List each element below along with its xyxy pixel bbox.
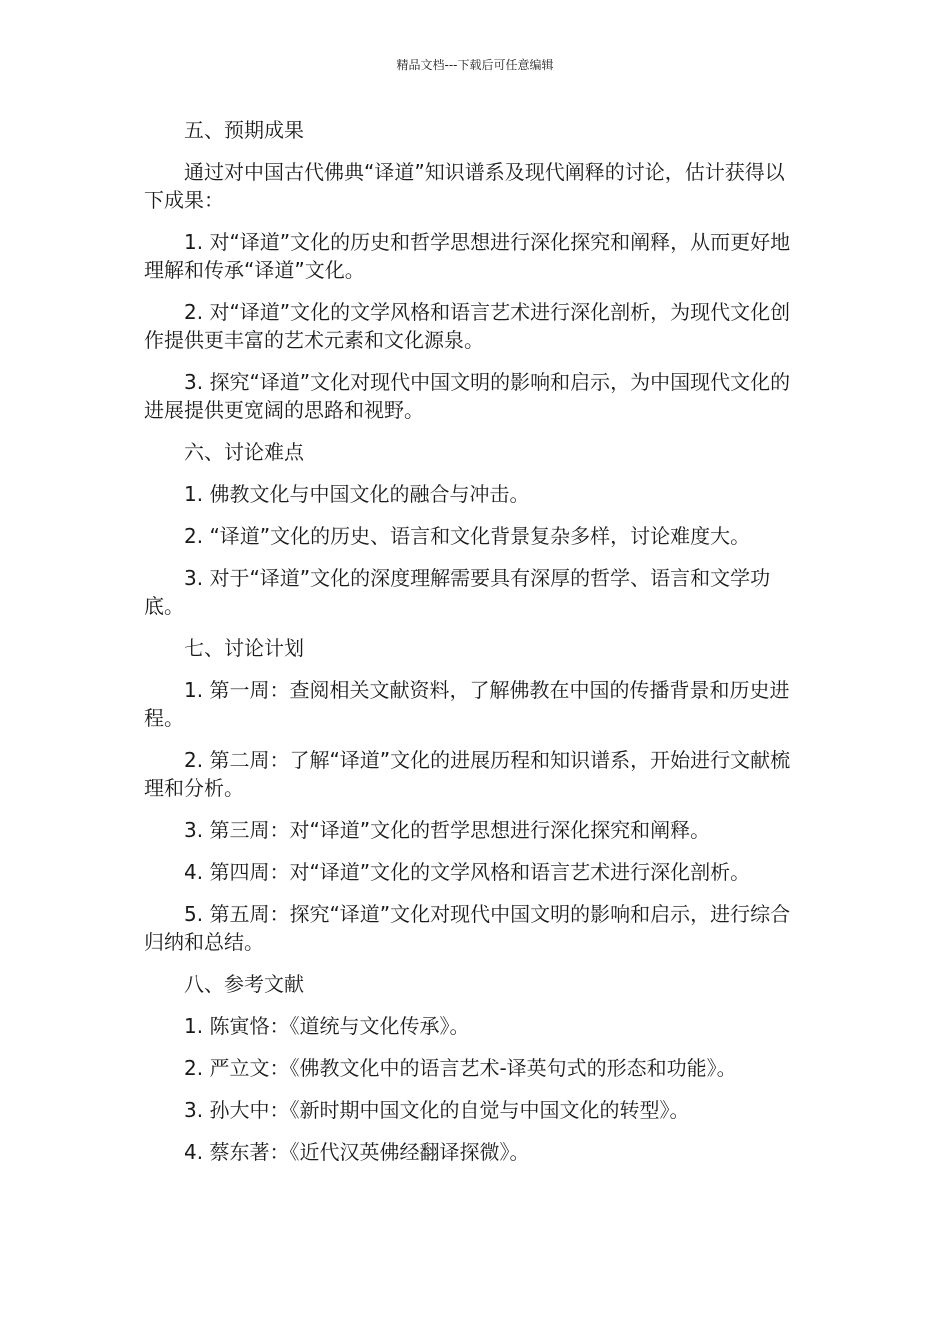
list-item: 2. “译道”文化的历史、语言和文化背景复杂多样，讨论难度大。 xyxy=(184,524,751,548)
document-body xyxy=(144,116,800,1180)
list-item: 1. 第一周：查阅相关文献资料，了解佛教在中国的传播背景和历史进程。 xyxy=(144,678,790,730)
list-item: 3. 探究“译道”文化对现代中国文明的影响和启示，为中国现代文化的进展提供更宽阔的思路和视野。 xyxy=(144,370,791,422)
reference-item: 2. 严立文：《佛教文化中的语言艺术-译英句式的形态和功能》。 xyxy=(184,1056,737,1080)
section-heading-plan: 七、讨论计划 xyxy=(184,636,304,660)
list-item: 3. 第三周：对“译道”文化的哲学思想进行深化探究和阐释。 xyxy=(184,818,711,842)
section-heading-references: 八、参考文献 xyxy=(184,972,304,996)
page-header: 精品文档---下载后可任意编辑 xyxy=(396,58,554,72)
list-item: 2. 第二周：了解“译道”文化的进展历程和知识谱系，开始进行文献梳理和分析。 xyxy=(144,748,791,800)
paragraph-intro: 通过对中国古代佛典“译道”知识谱系及现代阐释的讨论，估计获得以下成果： xyxy=(144,160,785,212)
list-item: 5. 第五周：探究“译道”文化对现代中国文明的影响和启示，进行综合归纳和总结。 xyxy=(144,902,791,954)
reference-item: 3. 孙大中：《新时期中国文化的自觉与中国文化的转型》。 xyxy=(184,1098,690,1122)
section-heading-expected-results: 五、预期成果 xyxy=(184,118,304,142)
list-item: 1. 佛教文化与中国文化的融合与冲击。 xyxy=(184,482,530,506)
list-item: 4. 第四周：对“译道”文化的文学风格和语言艺术进行深化剖析。 xyxy=(184,860,751,884)
list-item: 1. 对“译道”文化的历史和哲学思想进行深化探究和阐释，从而更好地理解和传承“译道”文化。 xyxy=(144,230,791,282)
list-item: 2. 对“译道”文化的文学风格和语言艺术进行深化剖析，为现代文化创作提供更丰富的艺术元素和文化源泉。 xyxy=(144,300,791,352)
reference-item: 4. 蔡东著：《近代汉英佛经翻译探微》。 xyxy=(184,1140,530,1164)
list-item: 3. 对于“译道”文化的深度理解需要具有深厚的哲学、语言和文学功底。 xyxy=(144,566,771,618)
section-heading-difficulties: 六、讨论难点 xyxy=(184,440,304,464)
reference-item: 1. 陈寅恪：《道统与文化传承》。 xyxy=(184,1014,470,1038)
